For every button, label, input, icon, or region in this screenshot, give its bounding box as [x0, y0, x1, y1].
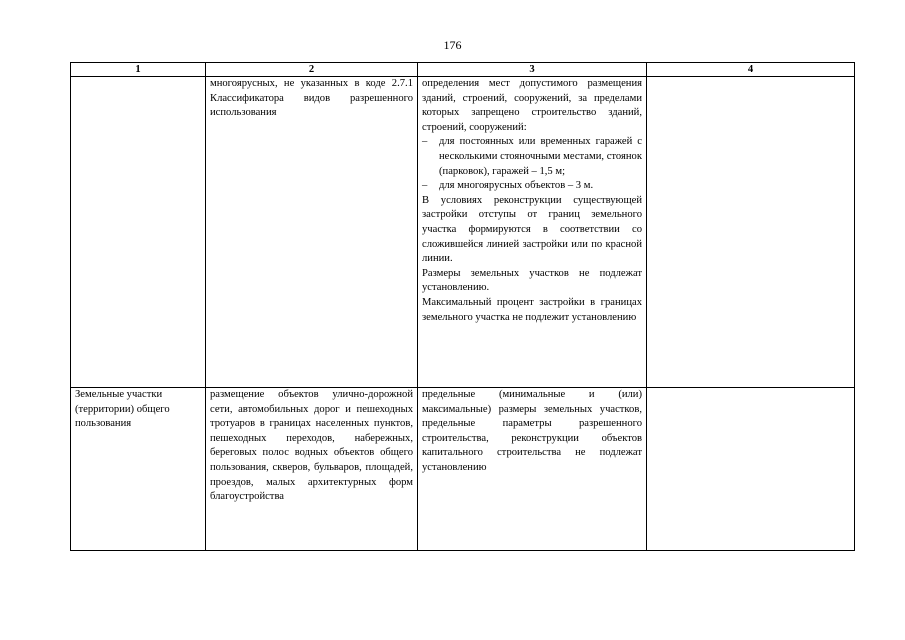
- dash-marker: –: [422, 180, 428, 192]
- row1-col2-cell: [206, 77, 418, 388]
- row1-col3-intro: определения мест допустимого размещения зданий, строений, сооружений, за пределами которых запрещено строительство зданий, строений, сооружений:: [422, 78, 642, 133]
- row1-col3-plot-sizes: Размеры земельных участков не подлежат установлению.: [422, 267, 642, 294]
- row2-col2-cell: [206, 388, 418, 551]
- row2-col2-text: размещение объектов улично-дорожной сети, автомобильных дорог и пешеходных тротуаров в границах населенных пунктов, пешеходных переходов, набережных, береговых полос водных объектов общего пользования, скверов, бульваров, площадей, проездов, малых архитектурных форм благоустройства: [210, 389, 413, 503]
- page-number: 176: [443, 38, 462, 52]
- row1-col2-text: многоярусных, не указанных в коде 2.7.1 Классификатора видов разрешенного использования: [210, 78, 413, 119]
- column-header-1: 1: [71, 63, 206, 77]
- list-item: [422, 179, 642, 194]
- row1-col1-cell: [71, 77, 206, 388]
- table-header-row: [71, 63, 855, 77]
- row2-col3-cell: [418, 388, 647, 551]
- row2-col1-text: Земельные участки (территории) общего пользования: [75, 389, 170, 430]
- row2-col4-cell: [647, 388, 855, 551]
- row1-col3-cell: [418, 77, 647, 388]
- list-item: [422, 135, 642, 179]
- column-header-4: 4: [647, 63, 855, 77]
- table-row: [71, 388, 855, 551]
- row2-col3-text: предельные (минимальные и (или) максимальные) размеры земельных участков, предельные параметры разрешенного строительства, реконструкции объектов капитального строительства не подлежат установлению: [422, 389, 642, 473]
- row1-col3-max-coverage: Максимальный процент застройки в границах земельного участка не подлежит установлению: [422, 296, 642, 323]
- bullet-text-multilevel: для многоярусных объектов – 3 м.: [439, 180, 594, 192]
- table-row: [71, 77, 855, 388]
- regulations-table: [70, 62, 855, 551]
- column-header-3: 3: [418, 63, 647, 77]
- column-header-2: 2: [206, 63, 418, 77]
- row1-col4-cell: [647, 77, 855, 388]
- dash-marker: –: [422, 136, 428, 148]
- row2-col1-cell: [71, 388, 206, 551]
- bullet-text-garages: для постоянных или временных гаражей с несколькими стояночными местами, стоянок (парковок), гаражей – 1,5 м;: [439, 136, 642, 177]
- row1-col3-reconstruction: В условиях реконструкции существующей застройки отступы от границ земельного участка формируются в соответствии со сложившейся линией застройки или по красной линии.: [422, 194, 642, 265]
